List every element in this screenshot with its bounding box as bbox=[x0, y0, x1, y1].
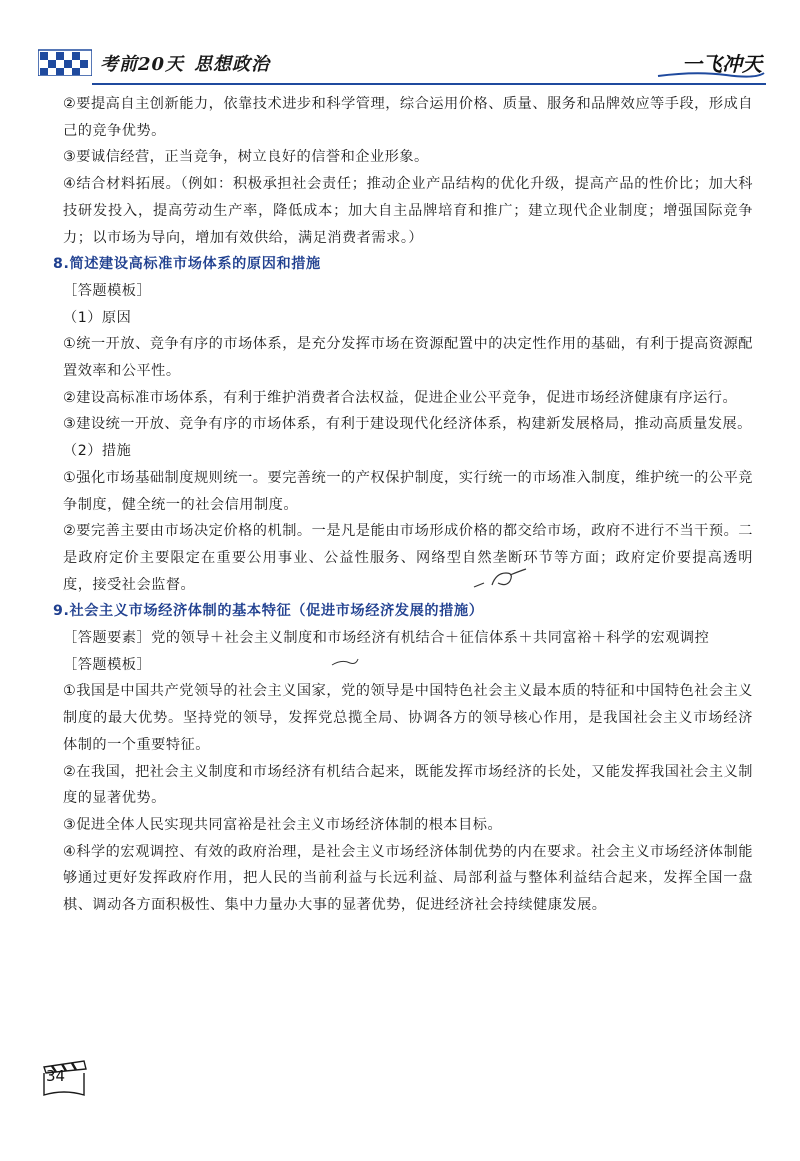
header-title-left: 考前20天 bbox=[100, 54, 185, 75]
paragraph: ③促进全体人民实现共同富裕是社会主义市场经济体制的根本目标。 bbox=[63, 816, 503, 833]
paragraph: ②要完善主要由市场决定价格的机制。一是凡是能由市场形成价格的都交给市场，政府不进行不当干预。二是政府定价主要限定在重要公用事业、公益性服务、网络型自然垄断环节等方面；政府定价要提高透明度，接受社会监督。 bbox=[63, 523, 753, 593]
answer-template-label: ［答题模板］ bbox=[63, 282, 152, 299]
header-title-right: 思想政治 bbox=[194, 54, 271, 75]
paragraph: ①强化市场基础制度规则统一。要完善统一的产权保护制度，实行统一的市场准入制度，维护统一的公平竞争制度，健全统一的社会信用制度。 bbox=[63, 469, 753, 513]
paragraph: ③建设统一开放、竞争有序的市场体系，有利于建设现代化经济体系，构建新发展格局，推动高质量发展。 bbox=[63, 416, 752, 433]
answer-requirement bbox=[63, 625, 753, 652]
answer-template-label: ［答题模板］ bbox=[63, 656, 152, 673]
page-content bbox=[53, 91, 753, 919]
paragraph: ①我国是中国共产党领导的社会主义国家，党的领导是中国特色社会主义最本质的特征和中国特色社会主义制度的最大优势。坚持党的领导，发挥党总揽全局、协调各方的领导核心作用，是我国社会主义市场经济体制的一个重要特征。 bbox=[63, 683, 753, 753]
page-number-badge bbox=[40, 1059, 88, 1099]
pen-scribble-mark bbox=[330, 655, 360, 669]
paragraph: ②要提高自主创新能力，依靠技术进步和科学管理，综合运用价格、质量、服务和品牌效应等手段，形成自己的竞争优势。 bbox=[63, 96, 753, 139]
header-rule bbox=[92, 83, 766, 85]
checker-logo-icon bbox=[38, 46, 92, 76]
paragraph: ④科学的宏观调控、有效的政府治理，是社会主义市场经济体制优势的内在要求。社会主义市场经济体制能够通过更好发挥政府作用，把人民的当前利益与长远利益、局部利益与整体利益结合起来，发挥全国一盘棋、调动各方面积极性、集中力量办大事的显著优势，促进经济社会持续健康发展。 bbox=[63, 843, 753, 914]
header-brand: 一飞冲天 bbox=[682, 52, 762, 76]
paragraph: ①统一开放、竞争有序的市场体系，是充分发挥市场在资源配置中的决定性作用的基础，有利于提高资源配置效率和公平性。 bbox=[63, 336, 753, 380]
paragraph: ③要诚信经营，正当竞争，树立良好的信誉和企业形象。 bbox=[63, 149, 429, 166]
paragraph: ②在我国，把社会主义制度和市场经济有机结合起来，既能发挥市场经济的长处，又能发挥我国社会主义制度的显著优势。 bbox=[63, 763, 753, 807]
pen-scribble-mark bbox=[470, 565, 530, 593]
paragraph: ④结合材料拓展。（例如：积极承担社会责任；推动企业产品结构的优化升级，提高产品的性价比；加大科技研发投入，提高劳动生产率，降低成本；加大自主品牌培育和推广；建立现代企业制度；增强国际竞争力；以市场为导向，增加有效供给，满足消费者需求。） bbox=[63, 176, 753, 246]
measure-label: （2）措施 bbox=[63, 443, 132, 460]
header-title bbox=[100, 50, 270, 76]
paragraph: ②建设高标准市场体系，有利于维护消费者合法权益，促进企业公平竞争，促进市场经济健康有序运行。 bbox=[63, 389, 738, 406]
answer-requirement-label: ［答题要素］ bbox=[63, 630, 152, 647]
brand-swoosh-icon bbox=[656, 70, 766, 80]
question-heading-8: 8.简述建设高标准市场体系的原因和措施 bbox=[53, 256, 321, 273]
page-header bbox=[38, 40, 766, 86]
answer-requirement-text: 党的领导＋社会主义制度和市场经济有机结合＋征信体系＋共同富裕＋科学的宏观调控 bbox=[151, 630, 710, 647]
page-number: 34 bbox=[46, 1067, 66, 1085]
reason-label: （1）原因 bbox=[63, 309, 132, 326]
question-heading-9: 9.社会主义市场经济体制的基本特征（促进市场经济发展的措施） bbox=[53, 603, 484, 620]
